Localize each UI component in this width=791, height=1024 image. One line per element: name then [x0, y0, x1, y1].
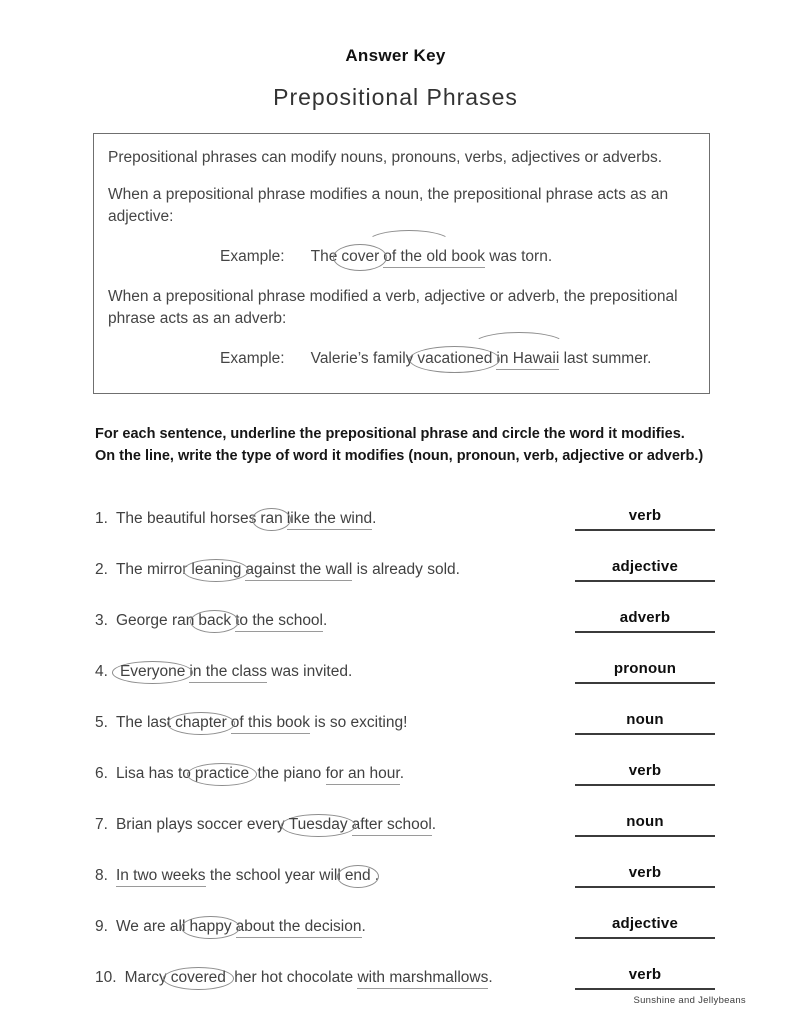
question-row [95, 749, 715, 800]
sentence-text: was invited. [266, 662, 353, 680]
answer-line [575, 558, 715, 582]
modifier-arc [472, 332, 566, 358]
circled-word: happy [181, 916, 239, 939]
question-row [95, 494, 715, 545]
sentence-text: . [323, 611, 328, 629]
info-box [93, 133, 710, 394]
question-list [0, 494, 791, 1004]
instructions-line-2: On the line, write the type of word it modifies (noun, pronoun, verb, adjective or adverb.) [95, 447, 704, 464]
answer-word: verb [628, 507, 662, 524]
answer-line [575, 966, 715, 990]
example-label: Example: [220, 350, 285, 367]
underlined-phrase: like the wind [287, 510, 372, 530]
answer-word: verb [628, 762, 662, 779]
underlined-phrase: In two weeks [116, 867, 206, 887]
question-row [95, 647, 715, 698]
question-sentence [95, 559, 460, 582]
circled-word: Tuesday [281, 814, 356, 837]
underlined-phrase: in the class [189, 663, 267, 683]
question-row [95, 545, 715, 596]
question-sentence [95, 763, 404, 786]
question-sentence [95, 865, 379, 888]
rule-noun-text: When a prepositional phrase modifies a noun, the prepositional phrase acts as an adjective: [108, 186, 669, 225]
circled-word: Everyone [112, 661, 193, 684]
answer-key-title: Answer Key [345, 46, 446, 65]
question-number: 8. [95, 866, 108, 884]
underlined-phrase: of the old book [383, 248, 485, 268]
sentence-text: The beautiful horses [115, 509, 257, 527]
question-sentence [95, 712, 407, 735]
sentence-text: The last [115, 713, 172, 731]
question-number: 1. [95, 509, 108, 527]
sentence-text: Lisa has to [115, 764, 191, 782]
question-sentence [95, 814, 436, 837]
sentence-text: last summer. [559, 350, 652, 367]
question-sentence [95, 916, 366, 939]
circled-word: leaning [183, 559, 249, 582]
example-label: Example: [220, 248, 285, 265]
question-sentence [95, 610, 327, 633]
sentence-text: George ran [115, 611, 195, 629]
example-row-noun [220, 244, 695, 271]
answer-line [575, 711, 715, 735]
credit-text: Sunshine and Jellybeans [633, 995, 746, 1006]
circled-word: vacationed [409, 346, 500, 373]
question-number: 4. [95, 662, 108, 680]
sentence-text: . [399, 764, 405, 782]
answer-line [575, 813, 715, 837]
answer-line [575, 507, 715, 531]
answer-word: verb [628, 966, 662, 983]
circled-word: cover [333, 244, 387, 271]
circled-word: chapter [167, 712, 235, 735]
underlined-phrase: about the decision [236, 918, 362, 938]
question-sentence [95, 661, 352, 684]
underlined-phrase: to the school [235, 612, 323, 632]
sentence-text: Marcy [124, 968, 167, 986]
question-row [95, 953, 715, 1004]
sentence-text: Brian plays soccer every [115, 815, 285, 833]
sentence-text: is already sold. [352, 560, 460, 578]
answer-word: noun [626, 813, 664, 830]
modifier-arc [366, 230, 452, 256]
question-sentence [95, 967, 493, 990]
underlined-phrase: against the wall [245, 561, 352, 581]
sentence-text: the piano [253, 764, 326, 782]
rule-adverb-text: When a prepositional phrase modified a verb, adjective or adverb, the prepositional phrase acts as an adverb: [108, 288, 678, 327]
question-row [95, 698, 715, 749]
sentence-text: Valerie’s family [310, 350, 414, 367]
answer-line [575, 609, 715, 633]
circled-word: end [337, 865, 379, 888]
answer-line [575, 864, 715, 888]
answer-line [575, 915, 715, 939]
question-number: 6. [95, 764, 108, 782]
underlined-phrase: with marshmallows [357, 969, 488, 989]
answer-word: verb [628, 864, 662, 881]
sentence-text: We are all [115, 917, 186, 935]
question-row [95, 902, 715, 953]
sentence-text: The mirror [115, 560, 188, 578]
sentence-text: The [310, 248, 338, 265]
circled-word: ran [252, 508, 290, 531]
page-title: Prepositional Phrases [273, 84, 518, 110]
info-line-modifiers: Prepositional phrases can modify nouns, pronouns, verbs, adjectives or adverbs. [108, 149, 662, 166]
instructions-line-1: For each sentence, underline the prepositional phrase and circle the word it modifies. [95, 426, 685, 442]
question-row [95, 851, 715, 902]
sentence-text: . [374, 866, 379, 884]
question-number: 5. [95, 713, 108, 731]
answer-word: adjective [611, 915, 678, 932]
answer-word: pronoun [613, 660, 677, 677]
underlined-phrase: of this book [231, 714, 310, 734]
instructions [95, 424, 731, 468]
sentence-text: was torn. [484, 248, 553, 265]
underlined-phrase: in Hawaii [496, 350, 559, 370]
answer-line [575, 762, 715, 786]
example-row-adverb [220, 346, 695, 373]
sentence-text: . [372, 509, 377, 527]
answer-word: adverb [619, 609, 671, 626]
underlined-phrase: for an hour [326, 765, 400, 785]
question-number: 9. [95, 917, 108, 935]
sentence-text: . [361, 917, 366, 935]
answer-word: noun [626, 711, 664, 728]
sentence-text: . [488, 968, 493, 986]
question-number: 10. [95, 968, 117, 986]
circled-word: practice [187, 763, 257, 786]
sentence-text: . [431, 815, 437, 833]
answer-word: adjective [611, 558, 678, 575]
sentence-text: her hot chocolate [229, 968, 358, 986]
question-row [95, 596, 715, 647]
question-sentence [95, 508, 376, 531]
question-number: 3. [95, 611, 108, 629]
question-number: 2. [95, 560, 108, 578]
question-number: 7. [95, 815, 108, 833]
question-row [95, 800, 715, 851]
answer-line [575, 660, 715, 684]
circled-word: covered [163, 967, 234, 990]
underlined-phrase: after school [352, 816, 432, 836]
circled-word: back [190, 610, 239, 633]
sentence-text: is so exciting! [310, 713, 408, 731]
sentence-text: the school year will [205, 866, 341, 884]
